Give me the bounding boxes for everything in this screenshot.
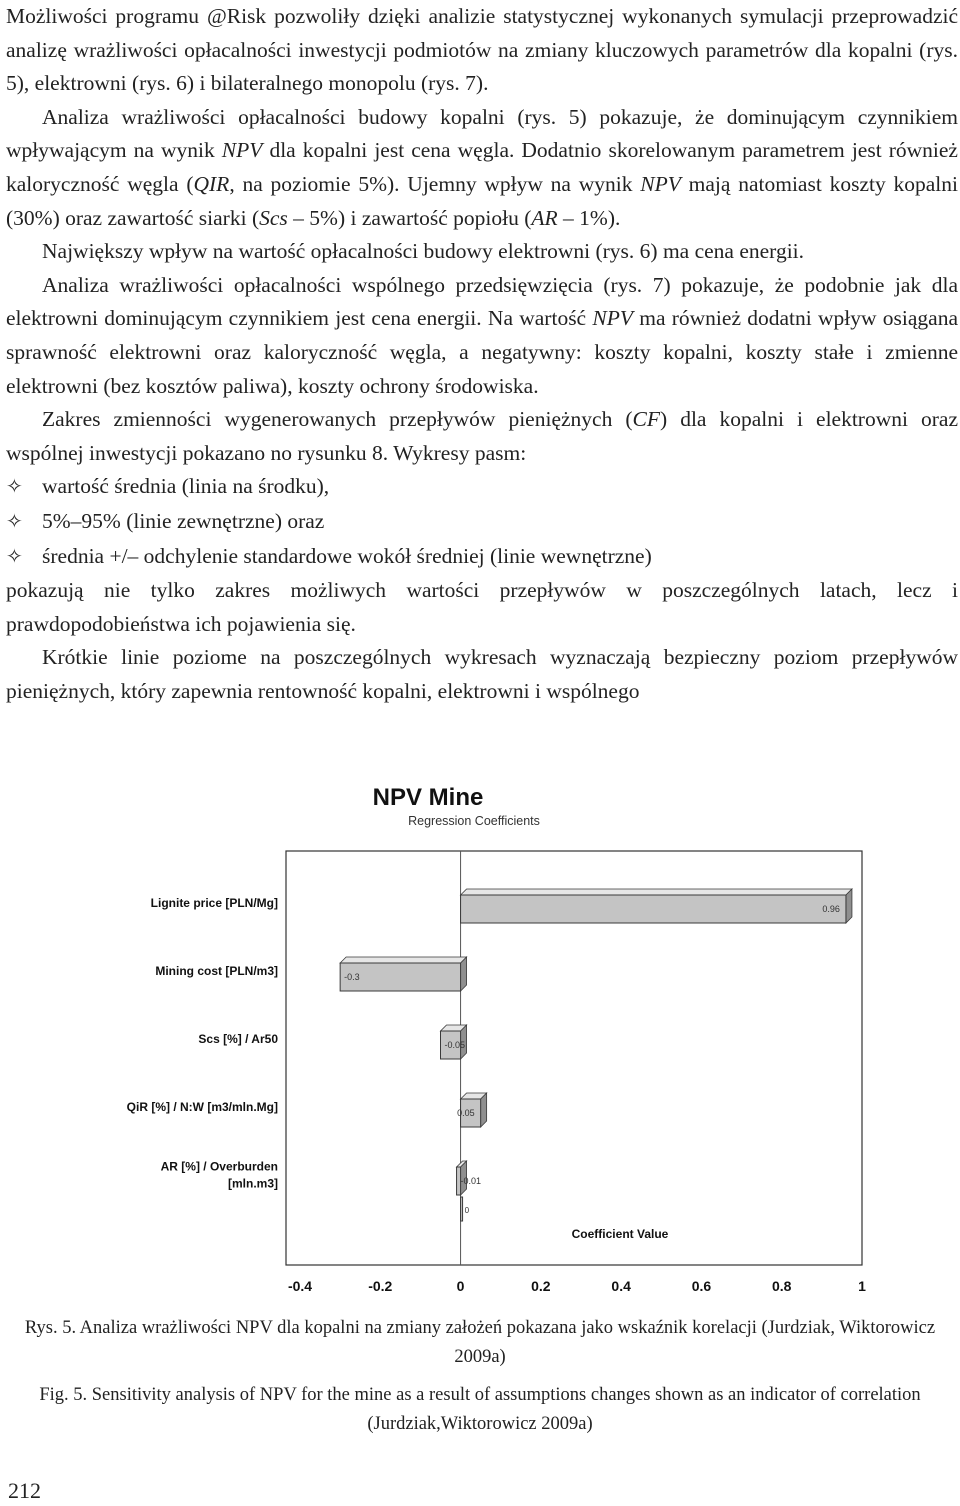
bar-top-face: [461, 889, 852, 895]
page-number: 212: [8, 1478, 41, 1503]
x-tick-label: 0: [456, 1278, 465, 1294]
paragraph: [6, 0, 958, 101]
italic-term: AR: [531, 205, 558, 230]
bar-value-label: -0.3: [344, 972, 360, 982]
npv-mine-chart: [60, 773, 900, 1303]
bar-value-label: 0.05: [457, 1108, 475, 1118]
italic-term: NPV: [640, 171, 681, 196]
category-label: [mln.m3]: [227, 1176, 278, 1191]
caption-polish: Rys. 5. Analiza wrażliwości NPV dla kopalni na zmiany założeń pokazana jako wskaźnik korelacji (Jurdziak, Wiktorowicz 2009a): [24, 1318, 936, 1367]
diamond-bullet-icon: ✧: [6, 476, 23, 499]
bullet-list: [6, 470, 958, 574]
body-text: [6, 0, 958, 708]
text-run: pokazują nie tylko zakres możliwych wartości przepływów w poszczególnych latach, lecz i prawdopodobieństwa ich pojawienia się.: [6, 578, 958, 636]
paragraph: [6, 269, 958, 403]
x-tick-label: 0.6: [691, 1278, 712, 1294]
diamond-bullet-icon: ✧: [6, 545, 23, 568]
bar-top-face: [340, 957, 466, 963]
italic-term: Scs: [259, 205, 288, 230]
text-run: – 1%).: [557, 205, 621, 230]
paragraphs-after-list: [6, 574, 958, 708]
text-run: mają natomiast koszty kopalni (30%) oraz zawartość siarki (: [6, 171, 958, 230]
x-tick-label: -0.4: [287, 1278, 313, 1294]
chart-subtitle: Regression Coefficients: [408, 814, 540, 828]
paragraphs-before-list: [6, 0, 958, 470]
text-run: ) dla kopalni i elektrowni oraz wspólnej inwestycji pokazano no rysunku 8. Wykresy pasm:: [6, 407, 958, 465]
x-tick-label: 0.8: [771, 1278, 792, 1294]
bullet-item: [6, 505, 958, 540]
italic-term: CF: [632, 407, 660, 432]
text-run: Krótkie linie poziome na poszczególnych wykresach wyznaczają bezpieczny poziom przepływów pieniężnych, który zapewnia rentowność kopalni, elektrowni i wspólnego: [6, 645, 958, 703]
category-label: AR [%] / Overburden: [160, 1159, 278, 1174]
category-label: QiR [%] / N:W [m3/mln.Mg]: [126, 1100, 278, 1114]
bar-value-label: 0: [464, 1206, 470, 1215]
x-axis-label: Coefficient Value: [571, 1227, 669, 1241]
x-tick-label: 0.4: [611, 1278, 631, 1294]
chart-title: NPV Mine: [372, 784, 484, 811]
npv-mine-figure: [60, 773, 900, 1303]
bullet-item: [6, 470, 958, 505]
bar-value-label: -0.05: [444, 1040, 466, 1050]
text-run: , na poziomie 5%). Ujemny wpływ na wynik: [229, 171, 641, 196]
bullet-item: [6, 540, 958, 575]
text-run: Analiza wrażliwości opłacalności budowy kopalni (rys. 5) pokazuje, że dominującym czynnikiem wpływającym na wynik: [6, 104, 958, 163]
paragraph: [6, 403, 958, 470]
text-run: Analiza wrażliwości opłacalności wspólnego przedsięwzięcia (rys. 7) pokazuje, że podobnie jak dla elektrowni dominującym czynnikiem jest cena energii. Na wartość: [6, 272, 958, 331]
text-run: dla kopalni jest cena węgla. Dodatnio skorelowanym parametrem jest również kaloryczność węgla (: [6, 138, 958, 196]
x-tick-label: 0.2: [531, 1278, 551, 1294]
diamond-bullet-icon: ✧: [6, 510, 23, 533]
bar-value-label: -0.01: [460, 1176, 482, 1186]
bullet-text: 5%–95% (linie zewnętrzne) oraz: [42, 508, 325, 533]
text-run: ma również dodatni wpływ osiągana sprawność elektrowni oraz kaloryczność węgla, a negatywny: koszty kopalni, koszty stałe i zmienne elektrowni (bez kosztów paliwa), koszty ochrony środowiska.: [6, 306, 958, 398]
text-run: Zakres zmienności wygenerowanych przepływów pieniężnych (: [42, 407, 633, 432]
bullet-text: wartość średnia (linia na środku),: [42, 474, 330, 499]
caption-english: Fig. 5. Sensitivity analysis of NPV for the mine as a result of assumptions changes shown as an indicator of correlation (Jurdziak,Wiktorowicz 2009a): [39, 1385, 921, 1434]
paragraph: [6, 235, 958, 269]
bar-side-face: [481, 1093, 487, 1127]
paragraph: [6, 101, 958, 235]
text-run: Możliwości programu @Risk pozwoliły dzięki analizie statystycznej wykonanych symulacji przeprowadzić analizę wrażliwości opłacalności inwestycji podmiotów na zmiany kluczowych parametrów dla kopalni (rys. 5), elektrowni (rys. 6) i bilateralnego monopolu (rys. 7).: [6, 4, 958, 96]
italic-term: NPV: [221, 138, 263, 163]
bar-residual: [461, 1197, 463, 1221]
category-label: Scs [%] / Ar50: [198, 1032, 278, 1046]
text-run: Największy wpływ na wartość opłacalności budowy elektrowni (rys. 6) ma cena energii.: [42, 239, 805, 264]
x-tick-label: 1: [858, 1278, 866, 1294]
paragraph: [6, 574, 958, 641]
bar-side-face: [461, 957, 467, 991]
bar-side-face: [846, 889, 852, 923]
category-label: Lignite price [PLN/Mg]: [150, 896, 278, 910]
bullet-text: średnia +/– odchylenie standardowe wokół średniej (linie wewnętrzne): [42, 543, 652, 568]
text-run: – 5%) i zawartość popiołu (: [287, 205, 532, 230]
bar-value-label: 0.96: [822, 904, 840, 914]
paragraph: [6, 641, 958, 708]
category-label: Mining cost [PLN/m3]: [155, 964, 278, 978]
bar: [461, 895, 846, 923]
x-tick-label: -0.2: [368, 1278, 393, 1294]
italic-term: NPV: [592, 306, 633, 331]
italic-term: QIR: [193, 171, 230, 196]
